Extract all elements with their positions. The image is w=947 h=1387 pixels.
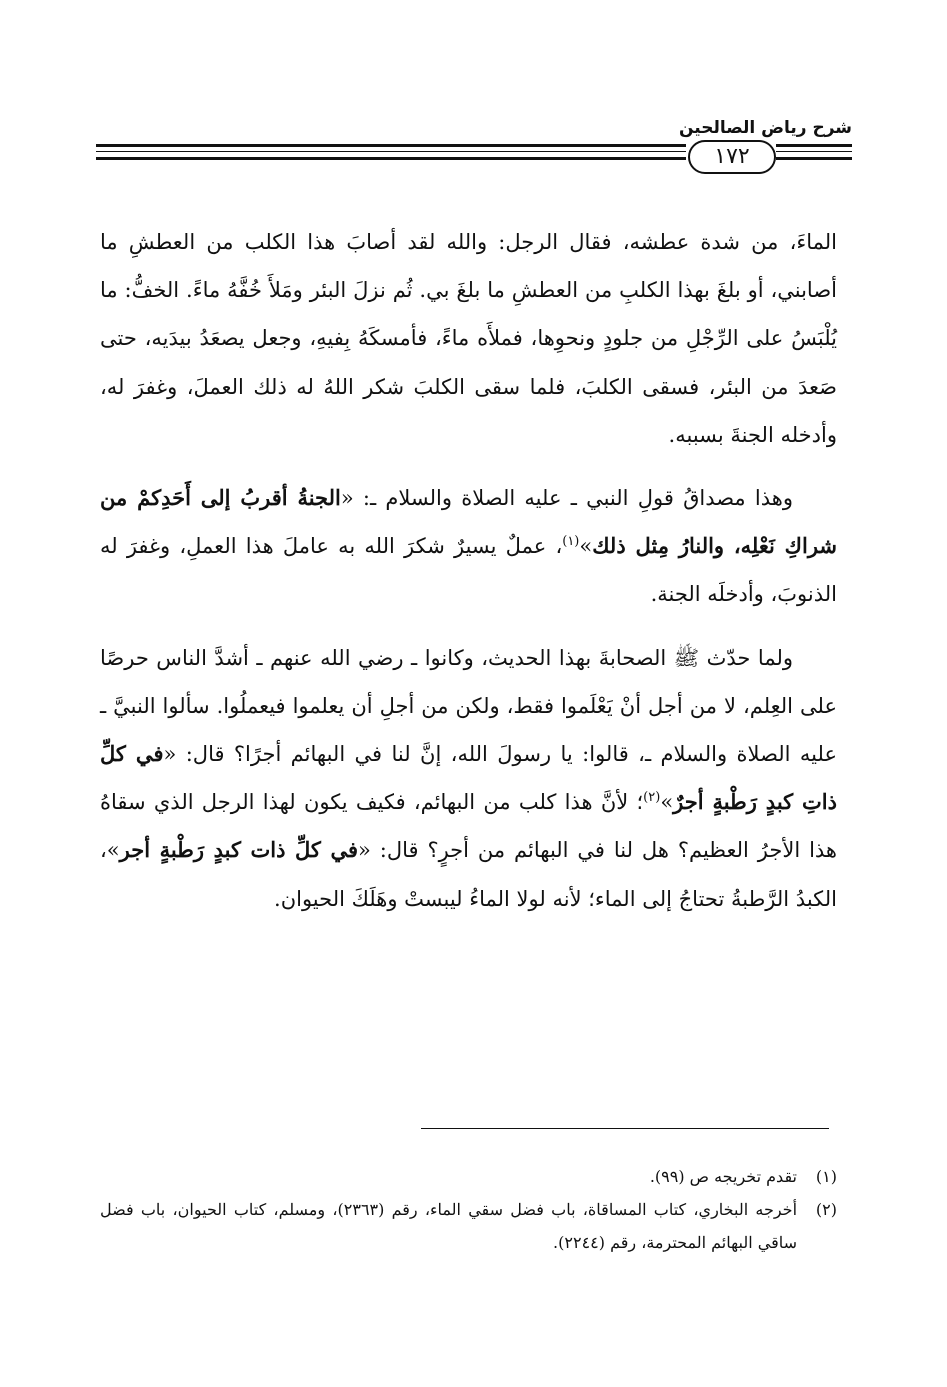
hadith-quote-1: الجنةُ أقربُ إلى أَحَدِكمْ من شراكِ نَعْلِه، والنارُ مِثل ذلك xyxy=(100,485,837,559)
paragraph-1 xyxy=(100,218,837,459)
paragraph-3-part1: ولما حدّث ﷺ الصحابةَ بهذا الحديث، وكانوا ـ رضي الله عنهم ـ أشدَّ الناس حرصًا على العِلم، لا من أجل أنْ يَعْلَموا فقط، ولكن من أجلِ أن يعلموا فيعملُوا. سألوا النبيَّ ـ عليه الصلاة والسلام ـ، قالوا: يا رسولَ الله، إنَّ لنا في البهائم أجرًا؟ قال: « xyxy=(100,645,837,767)
footnotes xyxy=(100,1160,837,1259)
running-title: شرح رياض الصالحين xyxy=(678,118,852,138)
footnote-2 xyxy=(100,1193,837,1259)
footnote-marker-1: (١) xyxy=(562,534,580,550)
footnote-number: (٢) xyxy=(815,1200,837,1219)
paragraph-2 xyxy=(100,474,837,619)
page-number-frame xyxy=(686,140,776,174)
paragraph-3-part3: ، الكبدُ الرَّطبةُ تحتاجُ إلى الماء؛ لأنه لولا الماءُ ليبستْ وهَلَكَ الحيوان. xyxy=(100,838,837,911)
quote-close: » xyxy=(106,838,120,863)
footnote-text: أخرجه البخاري، كتاب المساقاة، باب فضل سقي الماء، رقم (٢٣٦٣)، ومسلم، كتاب الحيوان، باب فضل ساقي البهائم المحترمة، رقم (٢٢٤٤). xyxy=(100,1200,798,1252)
hadith-quote-3: في كلِّ ذات كبدٍ رَطْبةٍ أجر xyxy=(119,837,358,863)
footnote-1 xyxy=(100,1160,837,1193)
footnote-text: تقدم تخريجه ص (٩٩). xyxy=(649,1167,797,1186)
page-header xyxy=(96,110,852,180)
page-number: ١٧٢ xyxy=(688,140,776,174)
footnote-separator xyxy=(421,1128,829,1129)
paragraph-3-part2: ؛ لأنَّ هذا كلب من البهائم، فكيف يكون لهذا الرجل الذي سقاهُ هذا الأجرُ العظيم؟ هل لنا في البهائم من أجرٍ؟ قال: « xyxy=(100,790,838,863)
quote-close: » xyxy=(660,790,674,815)
paragraph-3 xyxy=(100,634,837,923)
quote-close: » xyxy=(579,534,593,559)
footnote-marker-2: (٢) xyxy=(643,790,661,806)
hadith-quote-2: في كلِّ ذاتِ كبدٍ رَطْبةٍ أجرٌ xyxy=(100,741,837,815)
paragraph-2-rest: ، عملٌ يسيرٌ شكرَ الله به عاملَ هذا العملِ، وغفرَ له الذنوبَ، وأدخلَه الجنة. xyxy=(100,534,837,607)
paragraph-1-text: الماءَ، من شدة عطشه، فقال الرجل: والله لقد أصابَ هذا الكلب من العطشِ ما أصابني، أو بلغَ بهذا الكلبِ من العطشِ ما بلغَ بي. ثُم نزلَ البئر ومَلأَ خُفَّهُ ماءً. الخفُّ: ما يُلْبَسُ على الرِّجْلِ من جلودٍ ونحوِها، فملأَه ماءً، فأمسكَهُ بِفيهِ، وجعل يصعَدُ بيدَيه، حتى صَعدَ من البئر، فسقى الكلبَ، فلما سقى الكلبَ شكر اللهُ له ذلك العملَ، وغفرَ له، وأدخله الجنةَ بسببه. xyxy=(100,230,837,447)
paragraph-2-intro: وهذا مصداقُ قولِ النبي ـ عليه الصلاة والسلام ـ: « xyxy=(340,486,793,511)
main-text xyxy=(100,218,837,938)
footnote-number: (١) xyxy=(815,1167,837,1186)
